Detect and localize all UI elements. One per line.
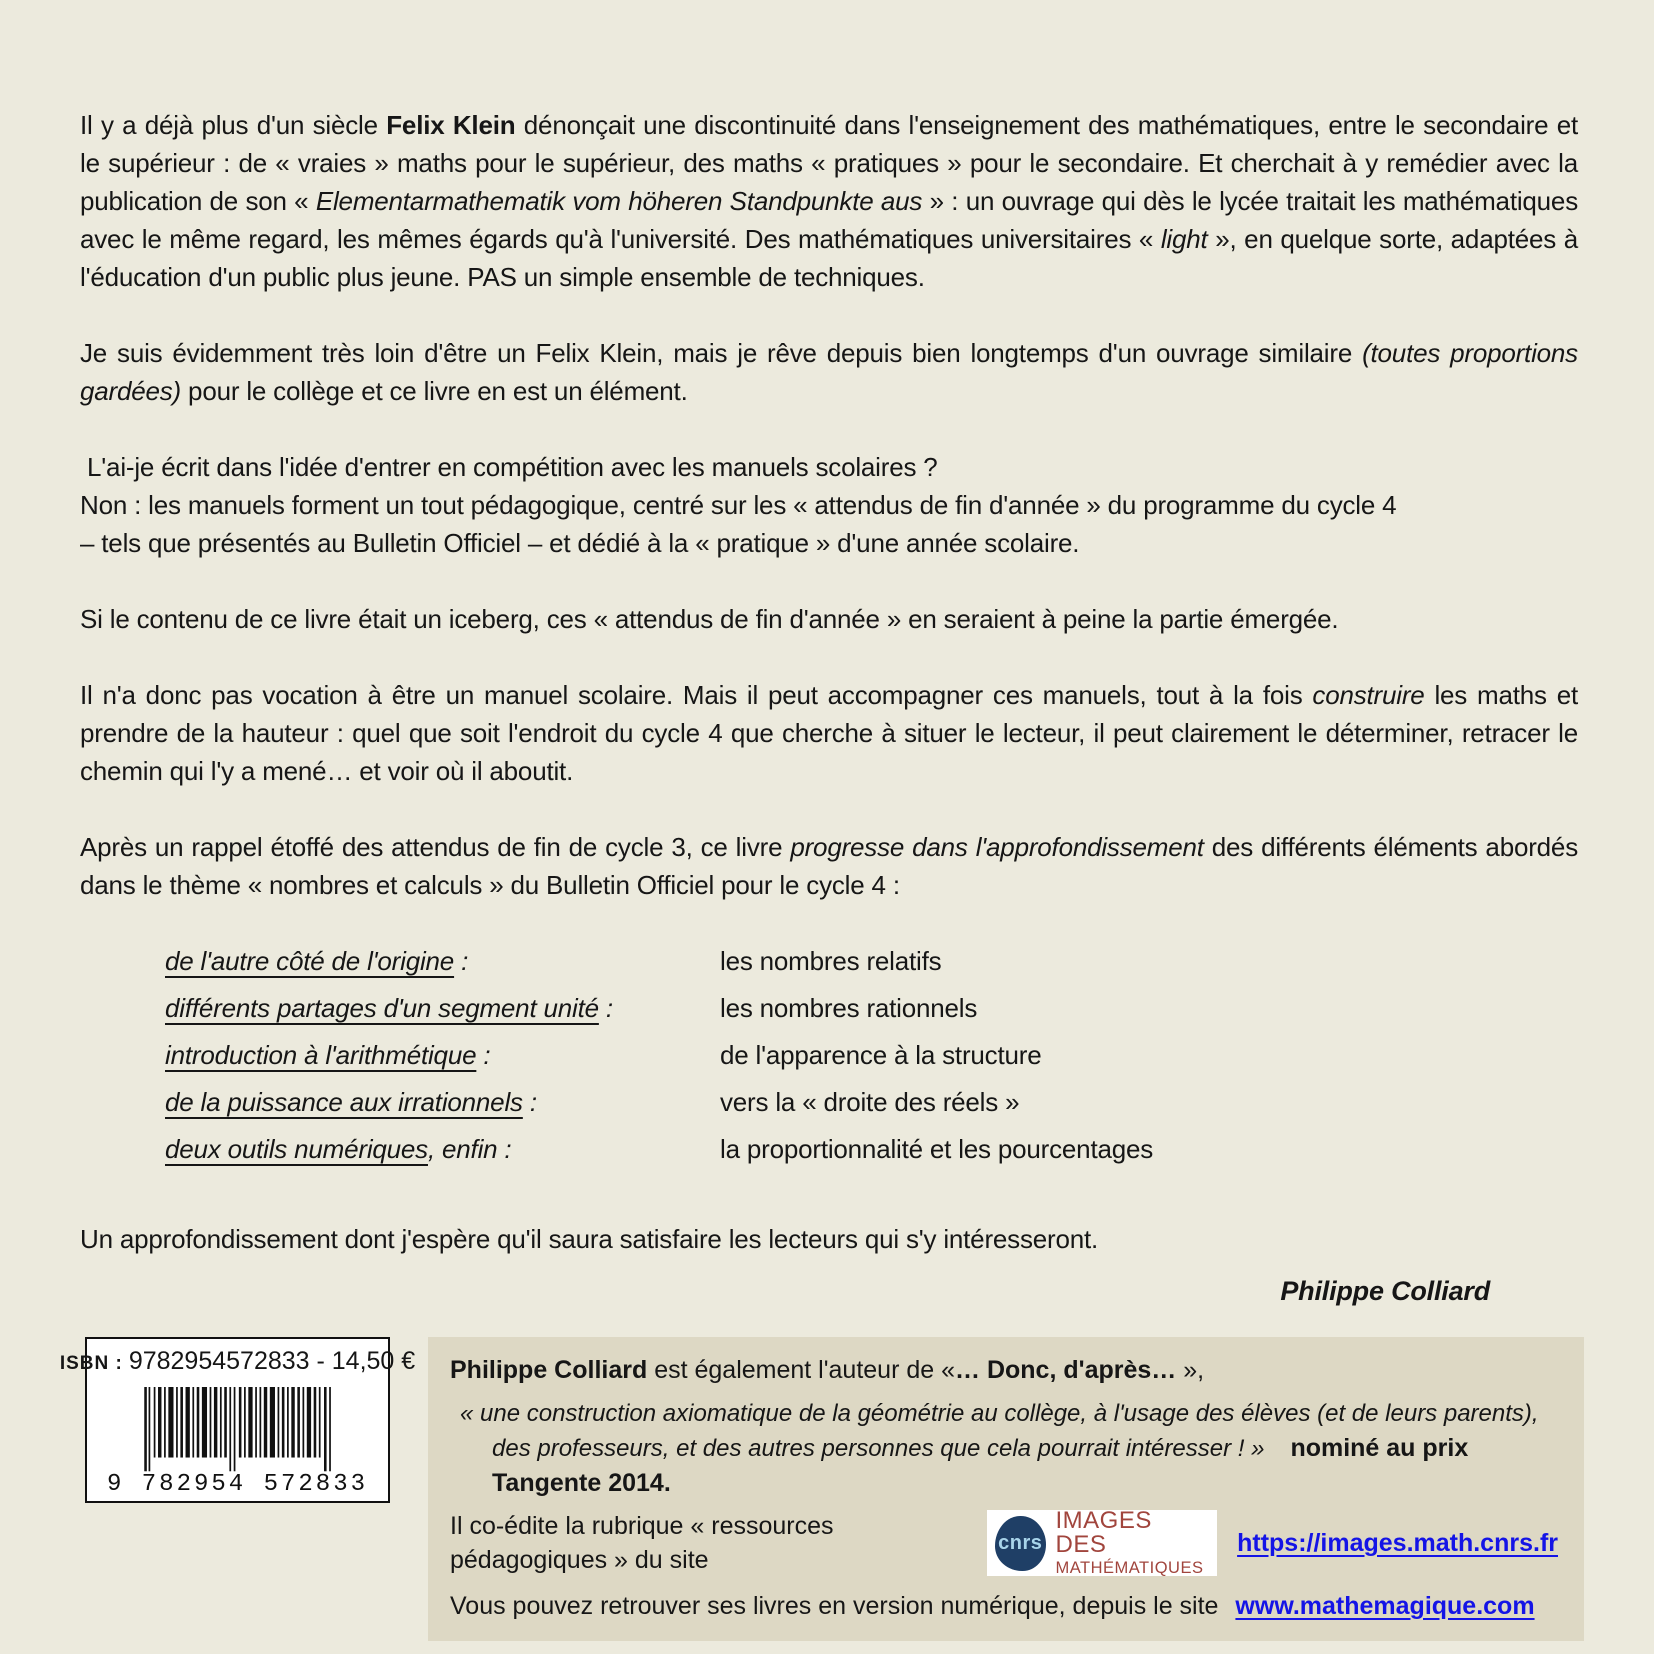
chapter-title-suffix: : xyxy=(522,1087,537,1117)
book-quote-line1: « une construction axiomatique de la géométrie au collège, à l'usage des élèves (et de leurs parents), xyxy=(460,1400,1539,1427)
barcode-bars xyxy=(127,1387,349,1473)
paragraph-competition xyxy=(80,448,1578,562)
award-mention: nominé au prix Tangente 2014. xyxy=(492,1434,1469,1497)
paragraph-rappel xyxy=(80,828,1578,904)
text-run: Je suis évidemment très loin d'être un Felix Klein, mais je rêve depuis bien longtemps d'un ouvrage similaire xyxy=(80,338,1363,368)
logo-subtitle: MATHÉMATIQUES xyxy=(1055,1559,1204,1578)
coedit-text: Il co-édite la rubrique « ressources pédagogiques » du site xyxy=(450,1512,834,1574)
text-run: des professeurs, et des autres personnes que cela pourrait intéresser ! » xyxy=(492,1435,1265,1462)
isbn-line xyxy=(60,1347,415,1376)
author-signature: Philippe Colliard xyxy=(1280,1276,1490,1306)
text-run-italic: Elementarmathematik vom höheren Standpunkte aus xyxy=(315,186,923,216)
paragraph-vocation xyxy=(80,676,1578,790)
chapter-title xyxy=(165,1036,720,1074)
isbn-value: 9782954572833 - 14,50 € xyxy=(128,1347,416,1375)
chapter-title-suffix: : xyxy=(454,946,469,976)
chapter-title-text: de la puissance aux irrationnels xyxy=(165,1087,523,1117)
text-run: dénonçait une discontinuité dans l'enseignement des mathématiques, entre le secondaire et le supérieur : de « vraies » maths pour le supérieur, des maths « pratiques » pour le secondaire. Et cherchait à y remédier avec la publication de son « xyxy=(80,110,1579,216)
back-cover-text xyxy=(80,106,1578,1310)
text-run-italic: light xyxy=(1160,224,1208,254)
text-run: est également l'auteur de « xyxy=(647,1356,956,1384)
chapter-title xyxy=(165,1083,720,1121)
text-run: des différents éléments abordés dans le thème « nombres et calculs » du Bulletin Officiel pour le cycle 4 : xyxy=(80,832,1578,900)
text-run: les maths et prendre de la hauteur : quel que soit l'endroit du cycle 4 que cherche à situer le lecteur, il peut clairement le déterminer, retracer le chemin qui l'y a mené… et voir où il aboutit. xyxy=(80,680,1578,786)
text-run: Après un rappel étoffé des attendus de fin de cycle 3, ce livre xyxy=(80,832,791,862)
barcode xyxy=(127,1387,349,1473)
text-run-bold: Felix Klein xyxy=(386,110,516,140)
chapter-title-text: de l'autre côté de l'origine xyxy=(165,946,455,976)
text-run: Si le contenu de ce livre était un iceberg, ces « attendus de fin d'année » en seraient à peine la partie émergée. xyxy=(80,604,1339,634)
chapter-title-suffix: : xyxy=(598,993,613,1023)
logo-wordmark xyxy=(1056,1509,1206,1577)
text-run-italic: progresse dans l'approfondissement xyxy=(790,832,1204,862)
chapter-title xyxy=(165,989,720,1027)
text-run-italic: (toutes proportions gardées) xyxy=(80,338,1578,406)
chapter-desc: les nombres relatifs xyxy=(720,946,942,976)
chapter-list xyxy=(165,942,1578,1168)
cnrs-logo-icon: cnrs xyxy=(995,1516,1045,1571)
author-name: Philippe Colliard xyxy=(450,1356,648,1384)
digital-books-text: Vous pouvez retrouver ses livres en version numérique, depuis le site xyxy=(450,1592,1219,1620)
bottom-strip xyxy=(59,1337,1584,1641)
mathemagique-link[interactable]: www.mathemagique.com xyxy=(1235,1592,1535,1620)
book-quote-line2 xyxy=(450,1431,1558,1501)
paragraph-felix-klein xyxy=(80,106,1578,296)
text-run-italic: construire xyxy=(1312,680,1425,710)
chapter-title-text: deux outils numériques xyxy=(165,1134,428,1164)
chapter-title-suffix: , enfin : xyxy=(427,1134,512,1164)
logo-title: IMAGES DES xyxy=(1055,1507,1152,1559)
author-info-box xyxy=(428,1337,1584,1641)
closing-sentence: Un approfondissement dont j'espère qu'il saura satisfaire les lecteurs qui s'y intéresseront. xyxy=(80,1224,1099,1254)
chapter-desc: la proportionnalité et les pourcentages xyxy=(720,1134,1154,1164)
text-run: », en quelque sorte, adaptées à l'éducation d'un public plus jeune. PAS un simple ensemble de techniques. xyxy=(80,224,1578,292)
cnrs-site-row xyxy=(450,1509,1558,1577)
chapter-desc: les nombres rationnels xyxy=(720,993,978,1023)
chapter-title xyxy=(165,942,720,980)
isbn-box xyxy=(59,1337,416,1503)
digital-books-row xyxy=(450,1589,1558,1623)
text-run: pour le collège et ce livre en est un élément. xyxy=(181,376,688,406)
other-book-title: … Donc, d'après… xyxy=(955,1356,1177,1384)
barcode-digits: 9 782954 572833 xyxy=(106,1471,369,1498)
chapter-desc: de l'apparence à la structure xyxy=(720,1040,1042,1070)
chapter-title-text: introduction à l'arithmétique xyxy=(165,1040,477,1070)
line-tels: – tels que présentés au Bulletin Officiel – et dédié à la « pratique » d'une année scolaire. xyxy=(80,528,1080,558)
paragraph-reve xyxy=(80,334,1578,410)
images-des-mathematiques-logo xyxy=(987,1507,1217,1578)
chapter-desc: vers la « droite des réels » xyxy=(720,1087,1020,1117)
other-book-line xyxy=(450,1353,1558,1387)
text-run: » : un ouvrage qui dès le lycée traitait les mathématiques avec le même regard, les mêmes égards qu'à l'université. Des mathématiques universitaires « xyxy=(80,186,1578,254)
chapter-title-suffix: : xyxy=(476,1040,491,1070)
text-run: », xyxy=(1176,1356,1205,1384)
line-question: L'ai-je écrit dans l'idée d'entrer en compétition avec les manuels scolaires ? xyxy=(80,452,938,482)
isbn-label: ISBN : xyxy=(59,1353,123,1374)
text-run: Il y a déjà plus d'un siècle xyxy=(80,110,387,140)
chapter-title xyxy=(165,1130,720,1168)
line-non: Non : les manuels forment un tout pédagogique, centré sur les « attendus de fin d'année » du programme du cycle 4 xyxy=(80,490,1397,520)
text-run: Il n'a donc pas vocation à être un manuel scolaire. Mais il peut accompagner ces manuels, tout à la fois xyxy=(80,680,1313,710)
images-math-cnrs-link[interactable]: https://images.math.cnrs.fr xyxy=(1237,1529,1558,1557)
chapter-title-text: différents partages d'un segment unité xyxy=(165,993,599,1023)
paragraph-iceberg xyxy=(80,600,1578,638)
